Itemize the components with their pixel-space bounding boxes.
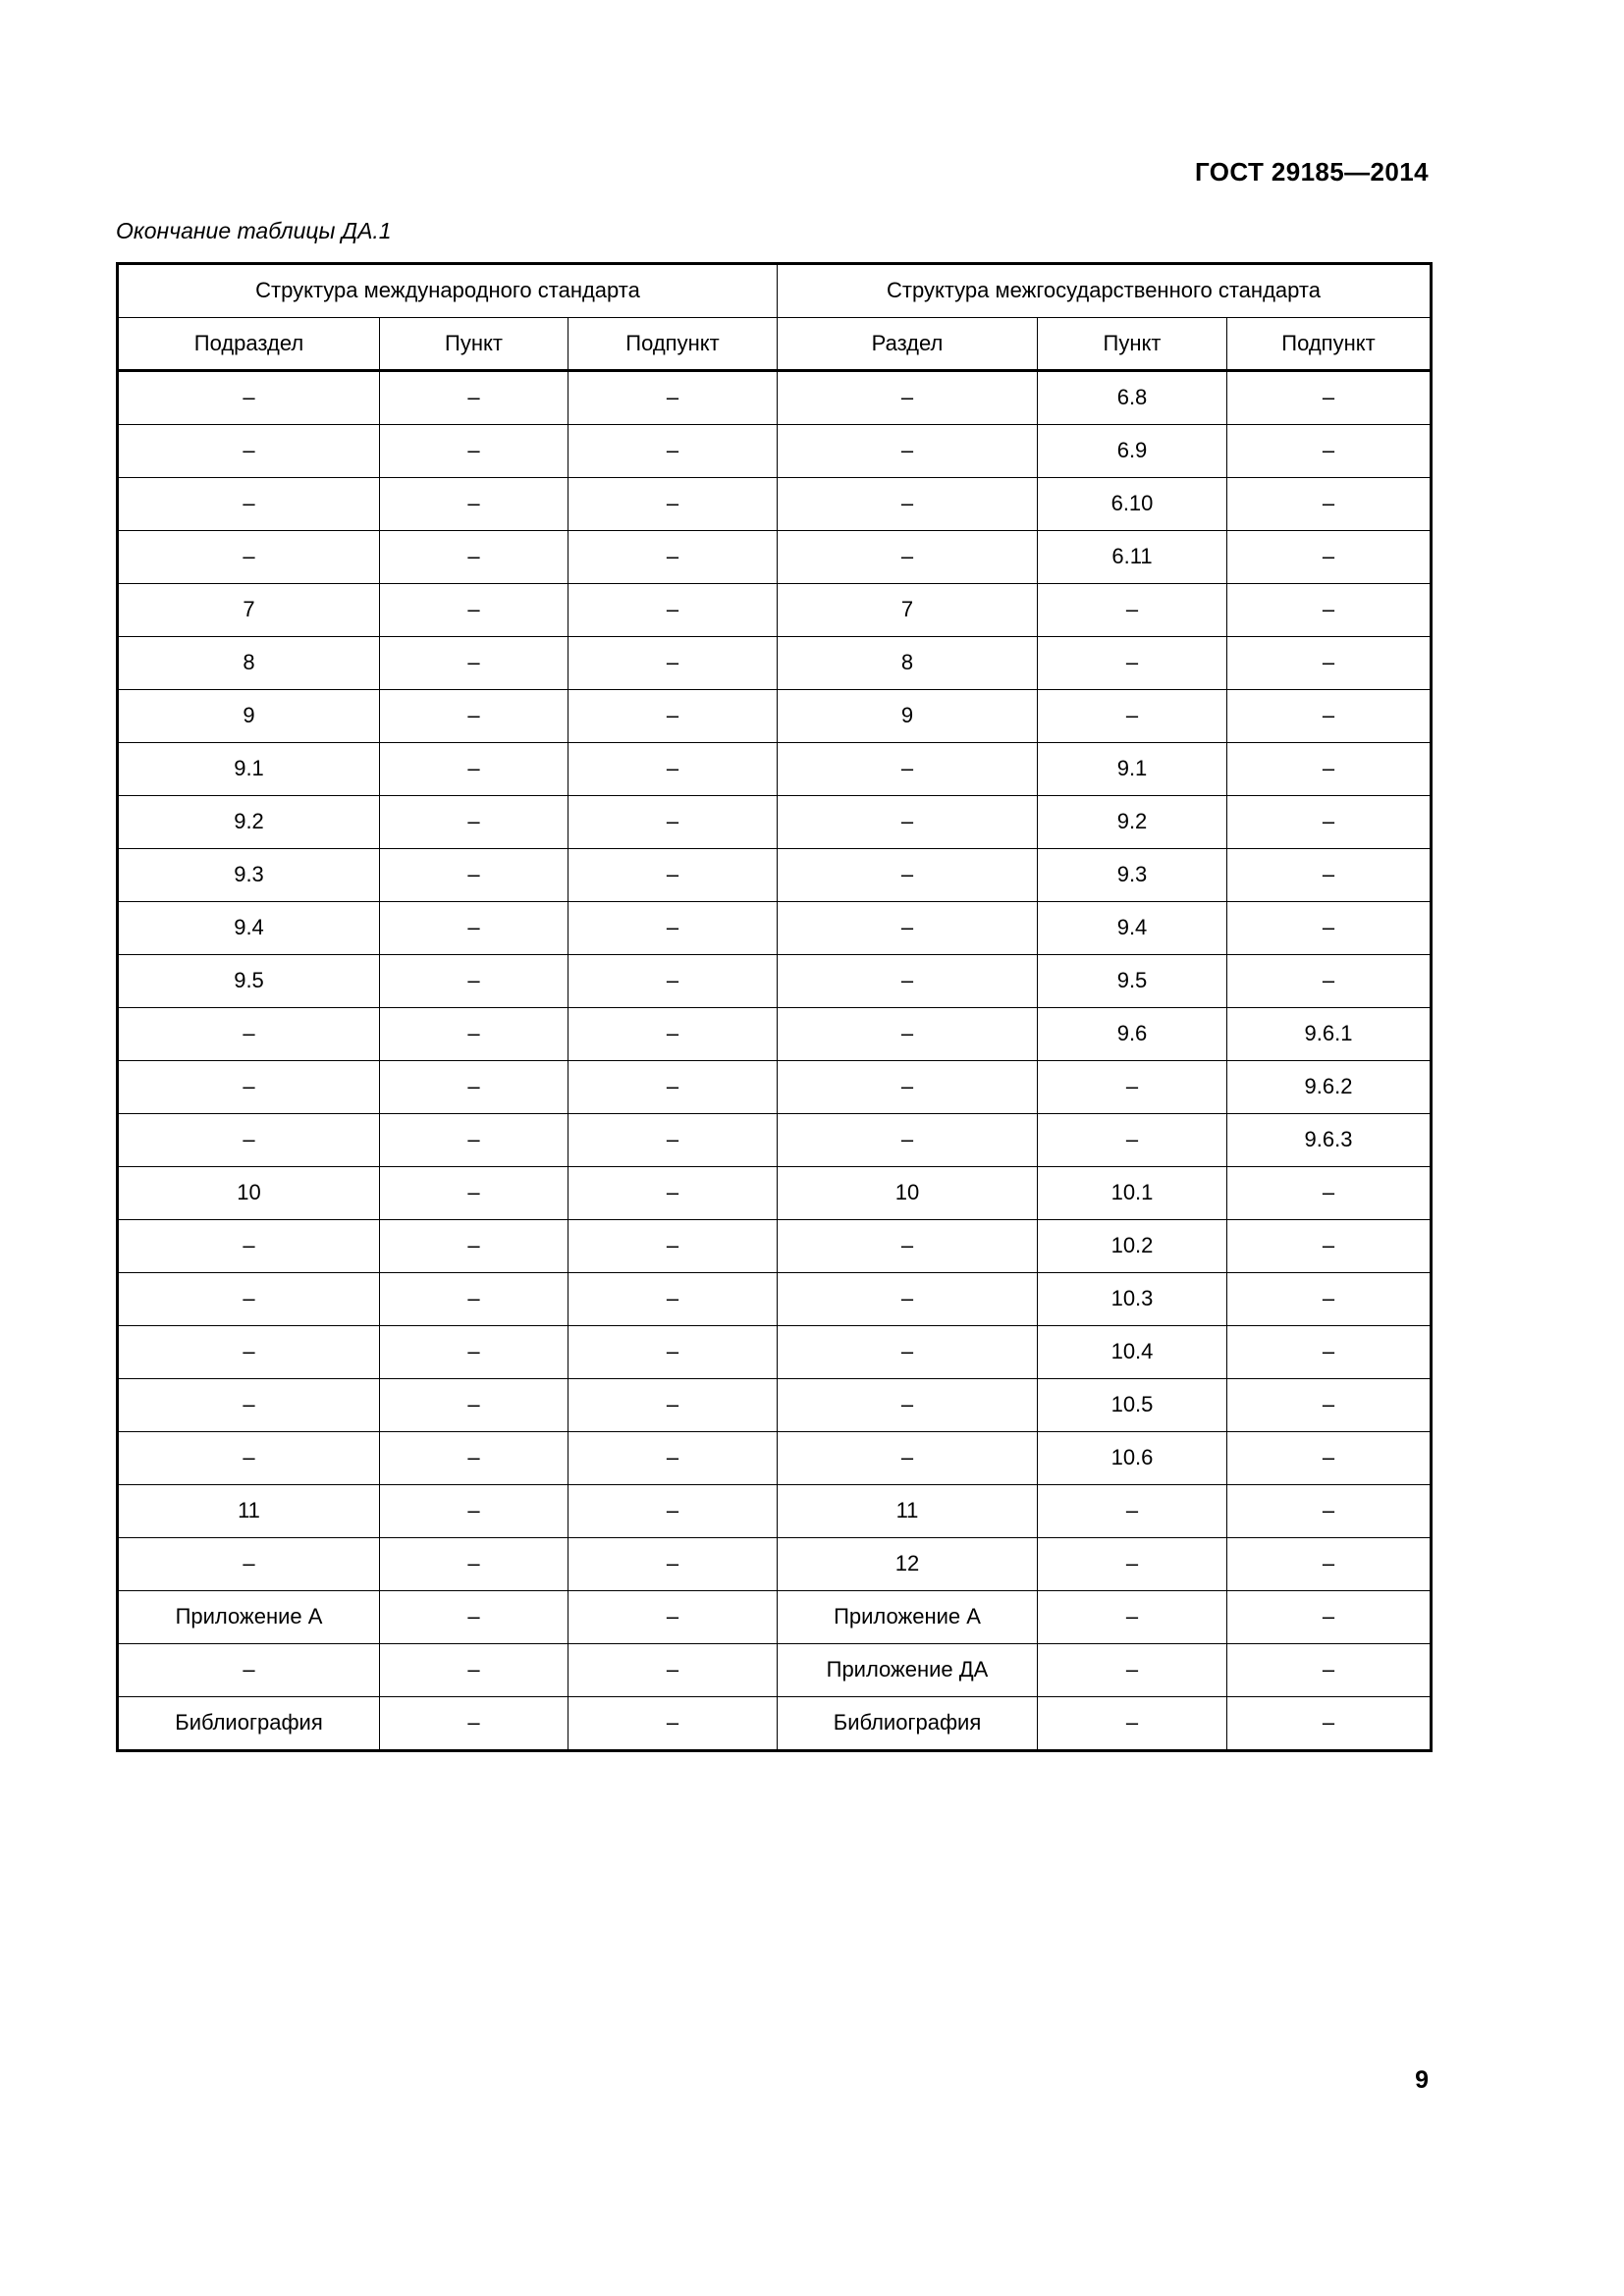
table-cell: –	[380, 1326, 568, 1379]
table-cell: Приложение А	[778, 1591, 1038, 1644]
table-cell: –	[380, 371, 568, 425]
table-cell: –	[380, 1538, 568, 1591]
table-cell: –	[568, 1326, 778, 1379]
table-cell: –	[380, 849, 568, 902]
table-cell: –	[1227, 796, 1432, 849]
table-cell: –	[380, 1061, 568, 1114]
table-cell: –	[778, 796, 1038, 849]
table-cell: 9.4	[118, 902, 380, 955]
table-row	[118, 690, 1432, 743]
table-cell: –	[568, 1114, 778, 1167]
structure-comparison-table-container	[116, 262, 1430, 1752]
table-cell: 6.11	[1038, 531, 1227, 584]
table-cell: 8	[778, 637, 1038, 690]
column-header-clause-intl: Пункт	[380, 318, 568, 371]
table-cell: –	[1038, 690, 1227, 743]
table-cell: 10.2	[1038, 1220, 1227, 1273]
table-cell: 9.5	[1038, 955, 1227, 1008]
table-cell: –	[1038, 1061, 1227, 1114]
table-cell: –	[118, 1644, 380, 1697]
table-cell: 9.6.2	[1227, 1061, 1432, 1114]
table-cell: –	[1227, 425, 1432, 478]
table-cell: 11	[118, 1485, 380, 1538]
table-cell: –	[380, 425, 568, 478]
table-cell: –	[778, 531, 1038, 584]
table-cell: 9	[778, 690, 1038, 743]
table-cell: –	[568, 1167, 778, 1220]
table-row	[118, 531, 1432, 584]
document-header-standard-number: ГОСТ 29185—2014	[1195, 157, 1429, 187]
table-cell: –	[568, 1379, 778, 1432]
table-row	[118, 796, 1432, 849]
table-cell: –	[568, 425, 778, 478]
table-cell: –	[380, 796, 568, 849]
table-row	[118, 1432, 1432, 1485]
structure-comparison-table	[116, 262, 1433, 1752]
table-cell: –	[568, 1432, 778, 1485]
table-cell: 7	[118, 584, 380, 637]
table-cell: 12	[778, 1538, 1038, 1591]
table-cell: –	[1227, 371, 1432, 425]
table-row	[118, 371, 1432, 425]
table-cell: –	[380, 1167, 568, 1220]
table-cell: –	[568, 690, 778, 743]
table-cell: –	[118, 1220, 380, 1273]
table-cell: 10	[118, 1167, 380, 1220]
table-row	[118, 849, 1432, 902]
table-cell: –	[778, 1379, 1038, 1432]
table-cell: –	[568, 1273, 778, 1326]
table-cell: –	[118, 1008, 380, 1061]
table-cell: –	[568, 1591, 778, 1644]
table-cell: 9.2	[1038, 796, 1227, 849]
table-cell: 10.5	[1038, 1379, 1227, 1432]
table-cell: –	[380, 955, 568, 1008]
table-cell: 9	[118, 690, 380, 743]
table-cell: –	[778, 1326, 1038, 1379]
table-cell: –	[118, 1061, 380, 1114]
table-cell: –	[568, 1220, 778, 1273]
table-cell: –	[1227, 1273, 1432, 1326]
table-row	[118, 1114, 1432, 1167]
table-row	[118, 1061, 1432, 1114]
table-cell: 9.6.1	[1227, 1008, 1432, 1061]
table-row	[118, 1485, 1432, 1538]
table-cell: –	[118, 1432, 380, 1485]
table-cell: –	[380, 1273, 568, 1326]
table-row	[118, 1220, 1432, 1273]
table-cell: –	[118, 371, 380, 425]
table-cell: –	[568, 849, 778, 902]
table-cell: –	[1227, 849, 1432, 902]
table-cell: –	[380, 531, 568, 584]
table-cell: –	[778, 478, 1038, 531]
table-cell: –	[1038, 1538, 1227, 1591]
table-row	[118, 637, 1432, 690]
table-cell: –	[118, 531, 380, 584]
table-cell: 9.3	[1038, 849, 1227, 902]
table-cell: –	[380, 478, 568, 531]
page-number: 9	[1415, 2066, 1429, 2094]
table-cell: 7	[778, 584, 1038, 637]
table-cell: –	[778, 371, 1038, 425]
table-row	[118, 1644, 1432, 1697]
table-cell: 6.9	[1038, 425, 1227, 478]
table-cell: –	[380, 637, 568, 690]
table-head	[118, 264, 1432, 371]
table-cell: –	[118, 1326, 380, 1379]
column-header-subsection-intl: Подраздел	[118, 318, 380, 371]
table-cell: 9.1	[1038, 743, 1227, 796]
table-row	[118, 1379, 1432, 1432]
table-row	[118, 1167, 1432, 1220]
table-cell: –	[1227, 955, 1432, 1008]
table-cell: –	[568, 1008, 778, 1061]
table-cell: –	[1227, 478, 1432, 531]
table-cell: 10.1	[1038, 1167, 1227, 1220]
table-cell: 10.6	[1038, 1432, 1227, 1485]
table-cell: –	[1227, 1167, 1432, 1220]
table-cell: 10.3	[1038, 1273, 1227, 1326]
table-cell: –	[380, 902, 568, 955]
table-group-header-row	[118, 264, 1432, 318]
table-cell: –	[1227, 1379, 1432, 1432]
table-cell: –	[778, 849, 1038, 902]
table-cell: –	[1038, 1114, 1227, 1167]
table-cell: 9.5	[118, 955, 380, 1008]
table-cell: –	[568, 1538, 778, 1591]
table-cell: –	[568, 1644, 778, 1697]
table-cell: –	[778, 1273, 1038, 1326]
table-cell: Библиография	[778, 1697, 1038, 1751]
table-cell: –	[380, 1114, 568, 1167]
table-cell: –	[118, 1273, 380, 1326]
table-cell: –	[380, 743, 568, 796]
table-cell: –	[778, 955, 1038, 1008]
table-cell: –	[568, 902, 778, 955]
table-cell: Библиография	[118, 1697, 380, 1751]
table-cell: –	[1038, 1591, 1227, 1644]
table-row	[118, 1326, 1432, 1379]
table-cell: –	[778, 1220, 1038, 1273]
table-cell: –	[118, 478, 380, 531]
table-cell: –	[380, 1591, 568, 1644]
table-cell: –	[1227, 1326, 1432, 1379]
table-cell: –	[380, 1220, 568, 1273]
table-cell: –	[778, 425, 1038, 478]
table-cell: –	[118, 1114, 380, 1167]
column-header-subclause-interstate: Подпункт	[1227, 318, 1432, 371]
table-cell: 10.4	[1038, 1326, 1227, 1379]
table-cell: –	[1227, 1220, 1432, 1273]
table-cell: 9.1	[118, 743, 380, 796]
table-cell: –	[1038, 1485, 1227, 1538]
table-cell: 9.2	[118, 796, 380, 849]
table-cell: –	[778, 1432, 1038, 1485]
table-row	[118, 743, 1432, 796]
table-cell: –	[1038, 1644, 1227, 1697]
table-cell: –	[568, 371, 778, 425]
table-cell: –	[380, 1485, 568, 1538]
table-cell: 9.4	[1038, 902, 1227, 955]
table-cell: –	[1227, 531, 1432, 584]
table-cell: –	[1227, 743, 1432, 796]
table-cell: –	[1227, 584, 1432, 637]
table-cell: –	[778, 743, 1038, 796]
table-cell: –	[380, 1008, 568, 1061]
table-cell: 10	[778, 1167, 1038, 1220]
table-cell: –	[568, 796, 778, 849]
column-header-section-interstate: Раздел	[778, 318, 1038, 371]
column-header-clause-interstate: Пункт	[1038, 318, 1227, 371]
table-cell: –	[380, 1697, 568, 1751]
table-cell: –	[568, 531, 778, 584]
table-cell: 8	[118, 637, 380, 690]
table-row	[118, 1008, 1432, 1061]
table-caption: Окончание таблицы ДА.1	[116, 218, 392, 243]
table-cell: –	[380, 1432, 568, 1485]
table-cell: –	[568, 1061, 778, 1114]
table-row	[118, 584, 1432, 637]
table-cell: –	[568, 584, 778, 637]
table-row	[118, 1538, 1432, 1591]
table-cell: –	[1227, 1697, 1432, 1751]
table-cell: –	[1038, 584, 1227, 637]
table-cell: –	[380, 1379, 568, 1432]
table-row	[118, 1591, 1432, 1644]
table-cell: 6.10	[1038, 478, 1227, 531]
table-cell: –	[568, 955, 778, 1008]
table-cell: –	[1227, 690, 1432, 743]
table-cell: –	[1227, 1591, 1432, 1644]
table-cell: –	[380, 584, 568, 637]
table-column-header-row	[118, 318, 1432, 371]
table-cell: 9.3	[118, 849, 380, 902]
table-cell: –	[1038, 637, 1227, 690]
table-row	[118, 902, 1432, 955]
table-cell: –	[778, 1114, 1038, 1167]
table-cell: –	[1227, 637, 1432, 690]
table-row	[118, 425, 1432, 478]
table-cell: –	[568, 478, 778, 531]
table-cell: –	[1227, 902, 1432, 955]
table-cell: 11	[778, 1485, 1038, 1538]
group-header-international-standard: Структура международного стандарта	[118, 264, 778, 318]
table-cell: –	[1227, 1432, 1432, 1485]
table-cell: –	[380, 1644, 568, 1697]
table-cell: –	[778, 902, 1038, 955]
table-row	[118, 478, 1432, 531]
table-cell: –	[778, 1061, 1038, 1114]
table-row	[118, 955, 1432, 1008]
table-cell: –	[778, 1008, 1038, 1061]
table-row	[118, 1273, 1432, 1326]
table-cell: –	[568, 1485, 778, 1538]
table-cell: –	[568, 743, 778, 796]
table-cell: Приложение А	[118, 1591, 380, 1644]
table-cell: 9.6	[1038, 1008, 1227, 1061]
table-body	[118, 371, 1432, 1751]
table-cell: –	[118, 1379, 380, 1432]
group-header-interstate-standard: Структура межгосударственного стандарта	[778, 264, 1432, 318]
table-cell: –	[118, 1538, 380, 1591]
table-cell: –	[568, 1697, 778, 1751]
table-cell: Приложение ДА	[778, 1644, 1038, 1697]
table-cell: –	[568, 637, 778, 690]
table-row	[118, 1697, 1432, 1751]
table-cell: –	[1227, 1538, 1432, 1591]
table-cell: –	[380, 690, 568, 743]
table-cell: –	[1227, 1644, 1432, 1697]
column-header-subclause-intl: Подпункт	[568, 318, 778, 371]
table-cell: 6.8	[1038, 371, 1227, 425]
table-cell: 9.6.3	[1227, 1114, 1432, 1167]
table-cell: –	[118, 425, 380, 478]
table-cell: –	[1227, 1485, 1432, 1538]
table-cell: –	[1038, 1697, 1227, 1751]
